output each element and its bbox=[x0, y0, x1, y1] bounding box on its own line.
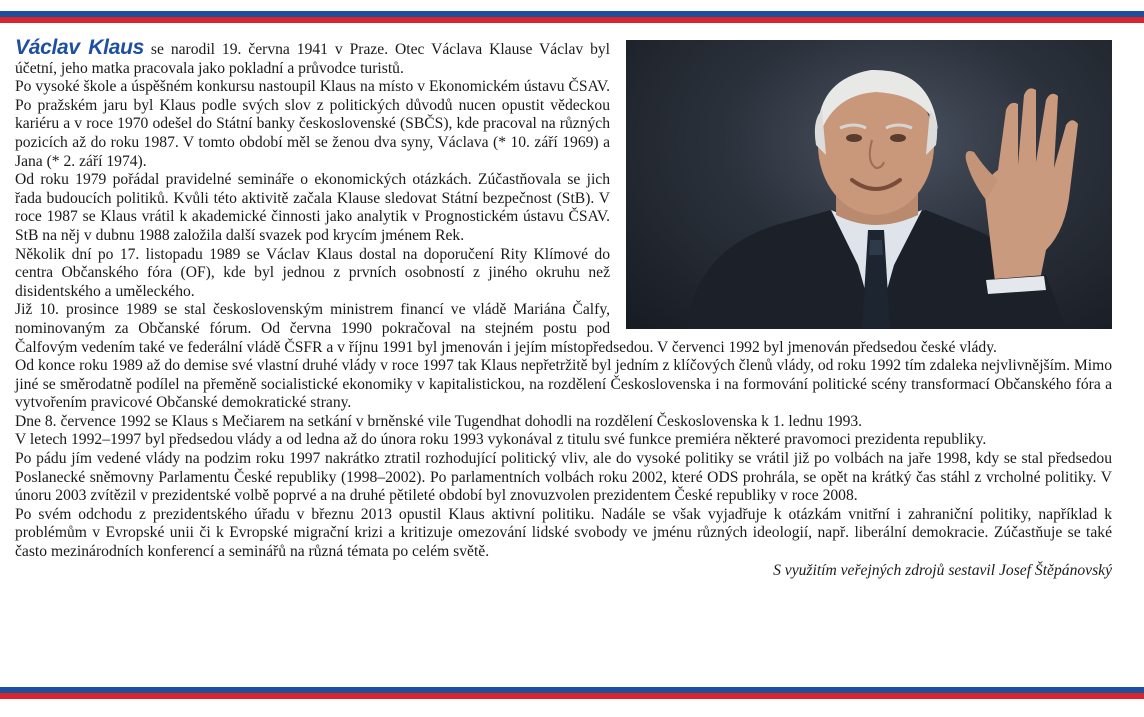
paragraph-4: Několik dní po 17. listopadu 1989 se Václav Klaus dostal na doporučení Rity Klímové do centra Občanského fóra (OF), kde byl jednou z prvních osobností z jiného okruhu než disidentského a uměleckého. bbox=[15, 245, 610, 300]
top-stripes bbox=[0, 11, 1144, 23]
bottom-red-stripe bbox=[0, 693, 1144, 699]
paragraph-6: Od konce roku 1989 až do demise své vlastní druhé vlády v roce 1997 tak Klaus nepřetržitě byl jedním z klíčových členů vlády, od roku 1992 tím zdaleka nejvlivnějším. Mimo jiné se směrodatně podílel na přeměně socialistické ekonomiky v kapitalistickou, na rozdělení Československa i na formování politické scény transformací Občanského fóra a vytvořením pravicové Občanské demokratické strany. bbox=[15, 357, 1112, 412]
paragraph-9: Po pádu jím vedené vlády na podzim roku 1997 nakrátko ztratil rozhodující politický vliv, ale do vysoké politiky se vrátil již po volbách na jaře 1998, kdy se stal předsedou Poslanecké sněmovny Parlamentu České republiky (1998–2002). Po parlamentních volbách roku 2002, které ODS prohrála, se opět na krátký čas stáhl z vrcholné politiky. V únoru 2003 zvítězil v prezidentské volbě poprvé a na druhé pětileté období byl znovuzvolen prezidentem České republiky v roce 2008. bbox=[15, 450, 1112, 505]
paragraph-2: Po vysoké škole a úspěšném konkursu nastoupil Klaus na místo v Ekonomickém ústavu ČSAV. Po pražském jaru byl Klaus podle svých slov z politických důvodů nucen opustit vědeckou kariéru a v roce 1970 odešel do Státní banky československé (SBČS), kde pracoval na různých pozicích až do roku 1987. V tomto období měl se ženou dva syny, Václava (* 10. září 1969) a Jana (* 2. září 1974). bbox=[15, 78, 610, 170]
paragraph-7: Dne 8. července 1992 se Klaus s Mečiarem na setkání v brněnské vile Tugendhat dohodli na rozdělení Československa k 1. lednu 1993. bbox=[15, 412, 863, 430]
person-name: Václav Klaus bbox=[15, 36, 144, 59]
portrait-illustration bbox=[626, 40, 1112, 329]
paragraph-8: V letech 1992–1997 byl předsedou vlády a od ledna až do února roku 1993 vykonával z titulu své funkce premiéra některé pravomoci prezidenta republiky. bbox=[15, 431, 987, 449]
bottom-stripes bbox=[0, 687, 1144, 699]
top-red-stripe bbox=[0, 17, 1144, 23]
article-body bbox=[15, 36, 1112, 580]
source-credit: S využitím veřejných zdrojů sestavil Josef Štěpánovský bbox=[773, 561, 1112, 579]
paragraph-10: Po svém odchodu z prezidentského úřadu v březnu 2013 opustil Klaus aktivní politiku. Nadále se však vyjadřuje k otázkám vnitřní i zahraniční politiky, například k problémům v Evropské unii či k Evropské migrační krizi a kritizuje omezování lidské svobody ve jménu různých ideologií, např. liberální demokracie. Zúčastňuje se také často mezinárodních konferencí a seminářů na různá témata po celém světě. bbox=[15, 505, 1112, 561]
paragraph-5: Již 10. prosince 1989 se stal československým ministrem financí ve vládě Mariána Čalfy, nominovaným za Občanské fórum. Od června 1990 pokračoval na stejném postu pod Čalfovým vedením také ve federální vládě ČSFR a v říjnu 1991 byl jmenován i jejím místopředsedou. V červenci 1992 byl jmenován předsedou české vlády. bbox=[15, 301, 997, 356]
portrait-photo bbox=[626, 40, 1112, 329]
paragraph-3: Od roku 1979 pořádal pravidelné semináře o ekonomických otázkách. Zúčastňovala se jich řada budoucích politiků. Kvůli této aktivitě začala Klause sledovat Státní bezpečnost (StB). V roce 1987 se Klaus vrátil k akademické činnosti jako analytik v Prognostickém ústavu ČSAV. StB na něj v dubnu 1988 založila další svazek pod krycím jménem Rek. bbox=[15, 171, 610, 244]
paragraph-intro-text: se narodil 19. června 1941 v Praze. Otec Václava Klause Václav byl účetní, jeho matka pracovala jako pokladní a průvodce turistů. bbox=[15, 41, 610, 77]
